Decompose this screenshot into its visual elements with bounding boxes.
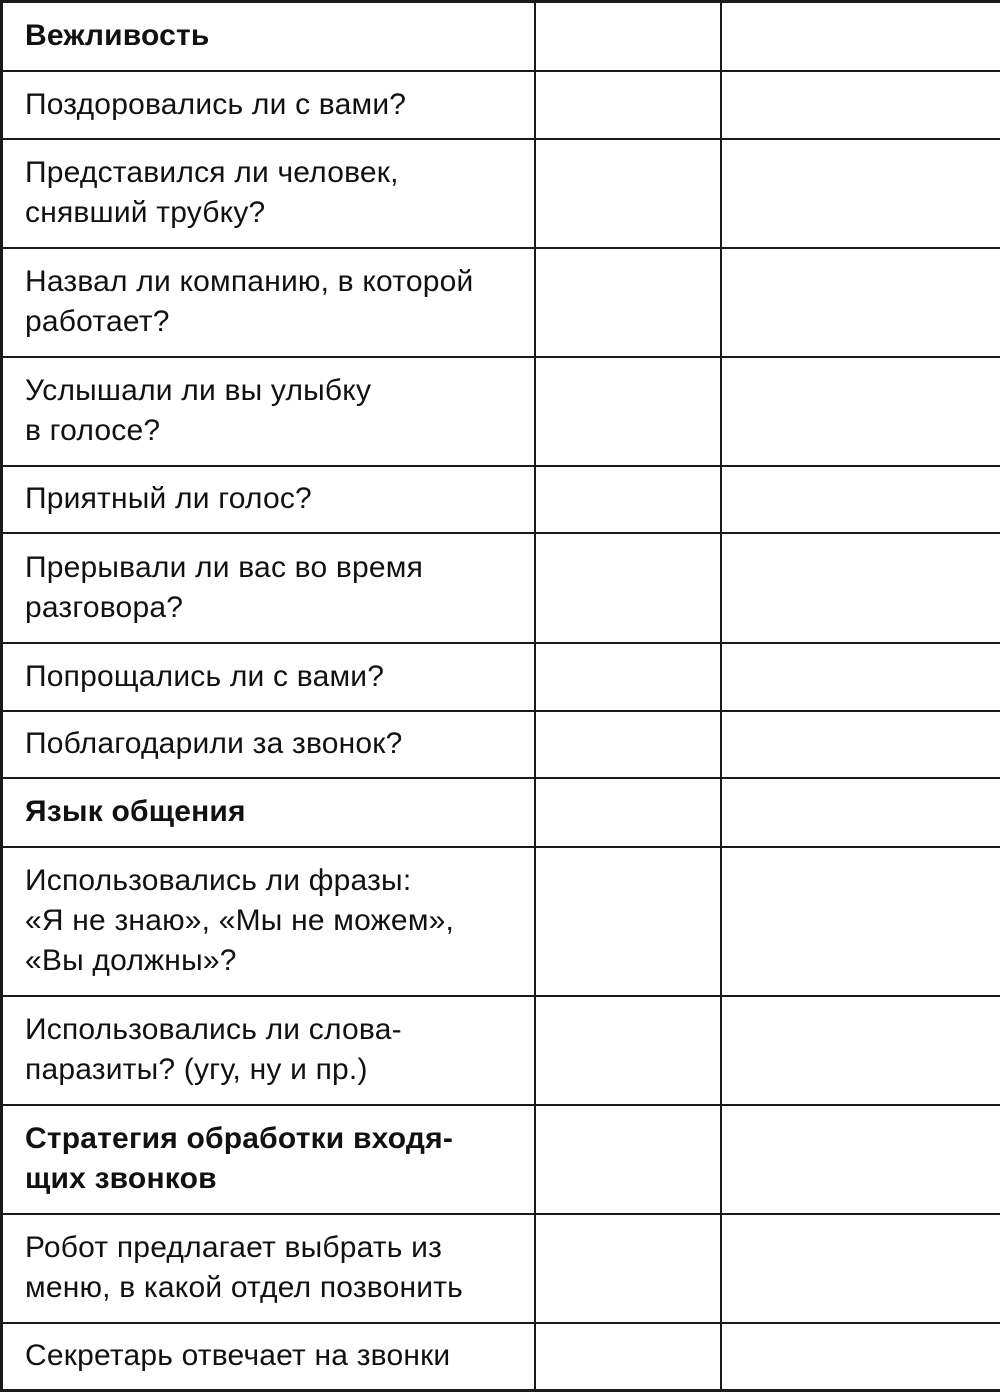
answer-cell-1 (535, 357, 721, 466)
answer-cell-2 (721, 778, 1000, 847)
answer-cell-2 (721, 1214, 1000, 1323)
table-row (2, 1323, 1000, 1391)
answer-cell-2 (721, 2, 1000, 71)
question-text: Назвал ли компанию, в которой работает? (2, 248, 535, 357)
section-heading: Язык общения (2, 778, 535, 847)
question-text: Секретарь отвечает на звонки (2, 1323, 535, 1391)
table-row (2, 466, 1000, 533)
answer-cell-1 (535, 248, 721, 357)
question-text: Прерывали ли вас во время разговора? (2, 533, 535, 643)
answer-cell-1 (535, 847, 721, 996)
answer-cell-2 (721, 533, 1000, 643)
answer-cell-1 (535, 778, 721, 847)
question-text: Робот предлагает выбрать из меню, в какой отдел позвонить (2, 1214, 535, 1323)
question-text: Услышали ли вы улыбку в голосе? (2, 357, 535, 466)
table-row (2, 71, 1000, 139)
answer-cell-2 (721, 139, 1000, 248)
question-text: Поблагодарили за звонок? (2, 711, 535, 778)
answer-cell-1 (535, 1214, 721, 1323)
table-row (2, 248, 1000, 357)
answer-cell-2 (721, 1105, 1000, 1214)
section-heading: Вежливость (2, 2, 535, 71)
answer-cell-1 (535, 139, 721, 248)
answer-cell-2 (721, 1323, 1000, 1391)
table-row (2, 643, 1000, 711)
answer-cell-2 (721, 996, 1000, 1105)
table-row (2, 1214, 1000, 1323)
section-heading: Стратегия обработки входя- щих звонков (2, 1105, 535, 1214)
answer-cell-2 (721, 847, 1000, 996)
answer-cell-2 (721, 357, 1000, 466)
answer-cell-2 (721, 248, 1000, 357)
table-row (2, 996, 1000, 1105)
table-row (2, 711, 1000, 778)
table-row (2, 357, 1000, 466)
answer-cell-1 (535, 466, 721, 533)
answer-cell-1 (535, 643, 721, 711)
answer-cell-2 (721, 71, 1000, 139)
table-row (2, 139, 1000, 248)
answer-cell-1 (535, 533, 721, 643)
answer-cell-1 (535, 1105, 721, 1214)
section-row-language (2, 778, 1000, 847)
answer-cell-1 (535, 71, 721, 139)
answer-cell-1 (535, 711, 721, 778)
question-text: Приятный ли голос? (2, 466, 535, 533)
table-row (2, 847, 1000, 996)
answer-cell-2 (721, 466, 1000, 533)
section-row-politeness (2, 2, 1000, 71)
section-row-call-strategy (2, 1105, 1000, 1214)
question-text: Использовались ли фразы: «Я не знаю», «Мы не можем», «Вы должны»? (2, 847, 535, 996)
answer-cell-2 (721, 643, 1000, 711)
answer-cell-1 (535, 2, 721, 71)
answer-cell-1 (535, 1323, 721, 1391)
answer-cell-1 (535, 996, 721, 1105)
question-text: Использовались ли слова- паразиты? (угу, ну и пр.) (2, 996, 535, 1105)
question-text: Представился ли человек, снявший трубку? (2, 139, 535, 248)
table-row (2, 533, 1000, 643)
question-text: Поздоровались ли с вами? (2, 71, 535, 139)
question-text: Попрощались ли с вами? (2, 643, 535, 711)
answer-cell-2 (721, 711, 1000, 778)
